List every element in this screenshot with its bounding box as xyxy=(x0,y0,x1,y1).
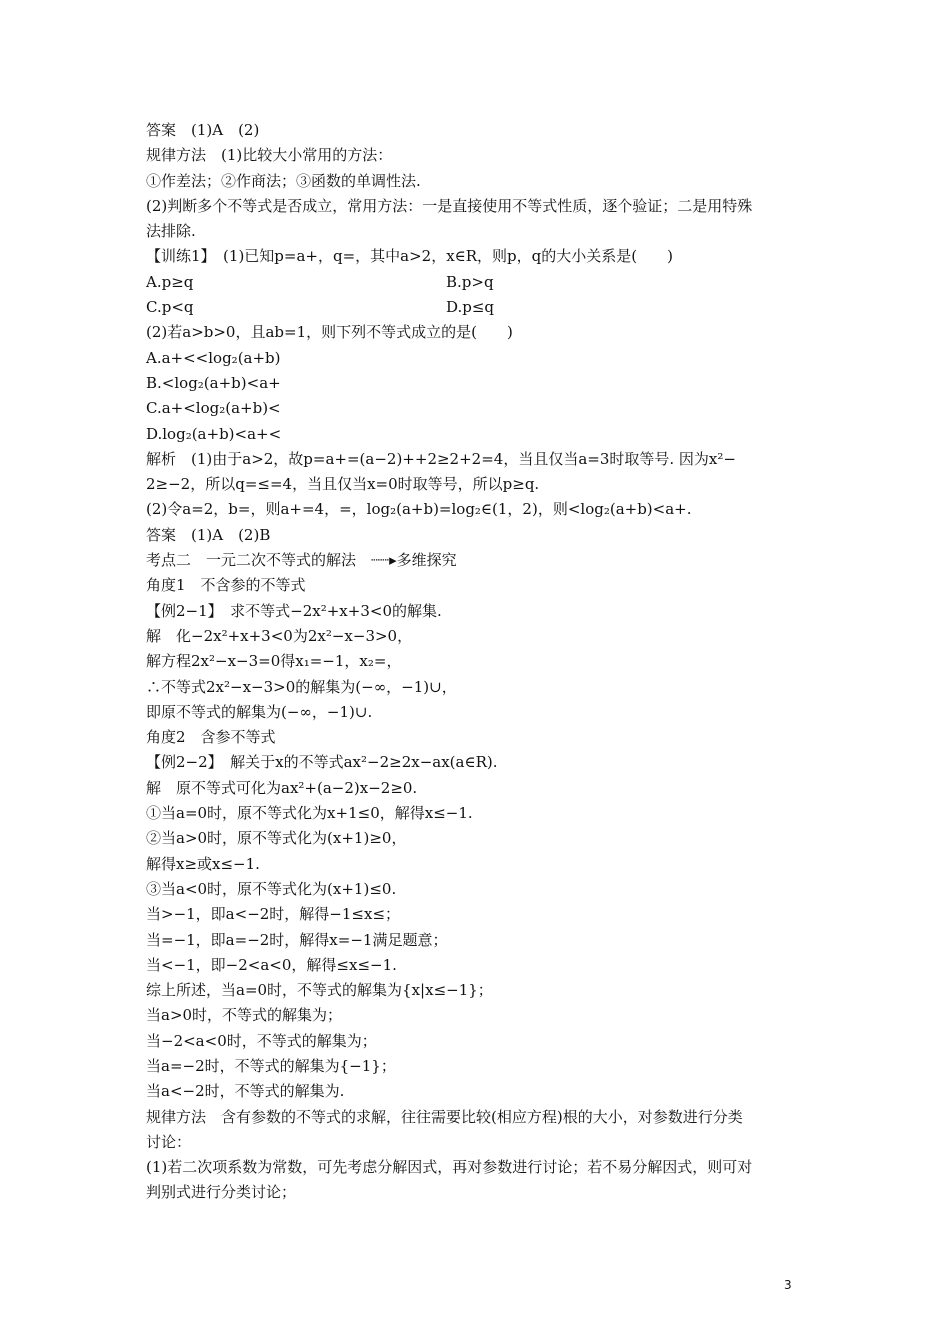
solution-2-2-line-3: ②当a>0时，原不等式化为(x+1)≥0， xyxy=(146,829,407,848)
document-body xyxy=(146,118,821,1206)
summary-line-5: 当a<−2时，不等式的解集为. xyxy=(146,1082,345,1101)
method-2-line-1: 规律方法 含有参数的不等式的求解，往往需要比较(相应方程)根的大小，对参数进行分类 xyxy=(146,1107,743,1126)
analysis-line-2: 2≥−2，所以q=≤=4，当且仅当x=0时取等号，所以p≥q. xyxy=(146,475,540,494)
method-item-2a: (2)判断多个不等式是否成立，常用方法：一是直接使用不等式性质，逐个验证；二是用特殊 xyxy=(146,196,753,215)
analysis-line-1: 解析 (1)由于a>2，故p=a+=(a−2)++2≥2+2=4，当且仅当a=3时取等号. 因为x²− xyxy=(146,449,736,468)
answer-line-1: 答案 (1)A (2) xyxy=(146,121,260,139)
q2-option-c: C.a+<log₂(a+b)< xyxy=(146,399,281,418)
q2-option-d: D.log₂(a+b)<a+< xyxy=(146,424,282,443)
option-c: C.p<q xyxy=(146,298,194,317)
exercise-1-options-row-2 xyxy=(146,295,821,320)
solution-2-2-line-7: 当=−1，即a=−2时，解得x=−1满足题意； xyxy=(146,930,448,949)
exercise-1-question-1: 【训练1】 (1)已知p=a+，q=，其中a>2，x∈R，则p，q的大小关系是( ) xyxy=(146,247,673,266)
solution-2-2-line-6: 当>−1，即a<−2时，解得−1≤x≤； xyxy=(146,905,401,924)
q2-option-b: B.<log₂(a+b)<a+ xyxy=(146,373,281,392)
option-d: D.p≤q xyxy=(446,298,495,317)
summary-line-1: 综上所述，当a=0时，不等式的解集为{x|x≤−1}； xyxy=(146,981,493,1000)
solution-2-2-line-4: 解得x≥或x≤−1. xyxy=(146,854,260,873)
method-2-line-3: (1)若二次项系数为常数，可先考虑分解因式，再对参数进行讨论；若不易分解因式，则可对 xyxy=(146,1158,753,1177)
solution-2-1-line-1: 解 化−2x²+x+3<0为2x²−x−3>0， xyxy=(146,626,413,645)
solution-2-1-line-3: ∴不等式2x²−x−3>0的解集为(−∞，−1)∪， xyxy=(146,677,457,696)
method-2-line-4: 判别式进行分类讨论； xyxy=(146,1183,297,1202)
analysis-line-3: (2)令a=2，b=，则a+=4，=，log₂(a+b)=log₂∈(1，2)，则<log₂(a+b)<a+. xyxy=(146,500,692,519)
summary-line-3: 当−2<a<0时，不等式的解集为； xyxy=(146,1031,377,1050)
example-2-1: 【例2−1】 求不等式−2x²+x+3<0的解集. xyxy=(146,601,442,620)
solution-2-1-line-2: 解方程2x²−x−3=0得x₁=−1，x₂=， xyxy=(146,652,402,671)
method-2-line-2: 讨论： xyxy=(146,1132,192,1151)
summary-line-4: 当a=−2时，不等式的解集为{−1}； xyxy=(146,1056,396,1075)
exercise-1-question-2: (2)若a>b>0，且ab=1，则下列不等式成立的是( ) xyxy=(146,323,513,342)
solution-2-2-line-1: 解 原不等式可化为ax²+(a−2)x−2≥0. xyxy=(146,778,418,797)
answer-line-2: 答案 (1)A (2)B xyxy=(146,525,271,544)
summary-line-2: 当a>0时，不等式的解集为； xyxy=(146,1006,343,1025)
solution-2-2-line-5: ③当a<0时，原不等式化为(x+1)≤0. xyxy=(146,879,397,898)
option-b: B.p>q xyxy=(446,272,494,291)
method-heading-1: 规律方法 (1)比较大小常用的方法： xyxy=(146,146,393,165)
solution-2-2-line-8: 当<−1，即−2<a<0，解得≤x≤−1. xyxy=(146,955,397,974)
method-item-1: ①作差法；②作商法；③函数的单调性法. xyxy=(146,171,421,190)
section-heading: 考点二 一元二次不等式的解法 ┈┈▸多维探究 xyxy=(146,551,457,570)
q2-option-a: A.a+<<log₂(a+b) xyxy=(146,348,281,367)
angle-2-heading: 角度2 含参不等式 xyxy=(146,728,276,747)
exercise-1-options-row-1 xyxy=(146,270,821,295)
solution-2-1-line-4: 即原不等式的解集为(−∞，−1)∪. xyxy=(146,702,373,721)
method-item-2b: 法排除. xyxy=(146,222,196,241)
example-2-2: 【例2−2】 解关于x的不等式ax²−2≥2x−ax(a∈R). xyxy=(146,753,498,772)
option-a: A.p≥q xyxy=(146,272,194,291)
solution-2-2-line-2: ①当a=0时，原不等式化为x+1≤0，解得x≤−1. xyxy=(146,804,473,823)
page-number: 3 xyxy=(784,1278,792,1292)
angle-1-heading: 角度1 不含参的不等式 xyxy=(146,576,306,595)
